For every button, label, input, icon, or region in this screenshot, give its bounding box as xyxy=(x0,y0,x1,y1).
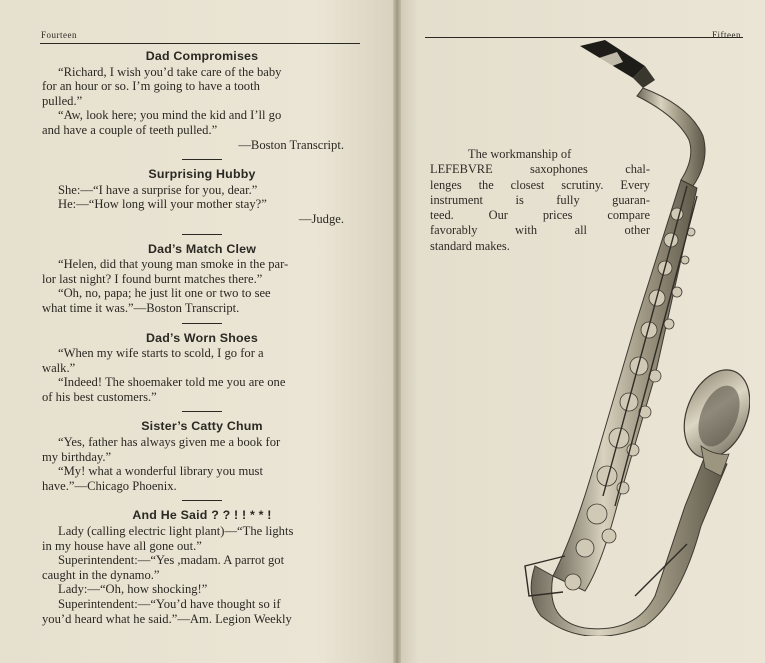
joke-attribution: —Boston Transcript. xyxy=(238,137,344,152)
caption-line: instrument is fully guaran- xyxy=(430,192,650,207)
joke-line: Superintendent:—“You’d have thought so if xyxy=(58,597,281,611)
section-divider xyxy=(182,159,222,160)
joke-line: lor last night? I found burnt matches there.” xyxy=(42,271,263,286)
joke-block xyxy=(42,331,362,405)
joke-line: “My! what a wonderful library you must xyxy=(58,464,263,479)
joke-line: caught in the dynamo.” xyxy=(42,567,160,582)
joke-block xyxy=(42,167,362,226)
joke-column xyxy=(42,49,362,626)
caption-line: LEFEBVRE saxophones chal- xyxy=(430,162,650,177)
joke-block xyxy=(42,508,362,626)
header-rule-left xyxy=(40,43,360,44)
joke-line: “Aw, look here; you mind the kid and I’ll go xyxy=(58,108,282,123)
joke-line: my birthday.” xyxy=(42,449,112,464)
joke-line: and have a couple of teeth pulled.” xyxy=(42,122,218,137)
joke-line: “Indeed! The shoemaker told me you are one xyxy=(58,375,286,390)
joke-line: Lady:—“Oh, how shocking!” xyxy=(58,582,208,597)
joke-line: pulled.” xyxy=(42,93,83,108)
joke-line: “Helen, did that young man smoke in the par- xyxy=(58,257,289,272)
joke-line: “When my wife starts to scold, I go for a xyxy=(58,346,264,361)
joke-line: He:—“How long will your mother stay?” xyxy=(58,197,267,212)
running-head-left: Fourteen xyxy=(41,30,77,40)
running-head-right: Fifteen xyxy=(712,30,741,40)
joke-title: Dad’s Worn Shoes xyxy=(146,330,258,345)
caption-line: lenges the closest scrutiny. Every xyxy=(430,177,650,192)
saxophone-neck xyxy=(637,88,705,186)
caption-line: teed. Our prices compare xyxy=(430,208,650,223)
joke-line: Superintendent:—“Yes ,madam. A parrot got xyxy=(58,553,285,568)
joke-line: “Richard, I wish you’d take care of the baby xyxy=(58,64,282,79)
book-gutter xyxy=(393,0,401,663)
mouthpiece xyxy=(580,40,655,88)
caption-line: favorably with all other xyxy=(430,223,650,238)
joke-title: And He Said ? ? ! ! * * ! xyxy=(132,508,272,523)
joke-line: walk.” xyxy=(42,360,76,375)
joke-line: in my house have all gone out.” xyxy=(42,538,202,553)
joke-title: Surprising Hubby xyxy=(148,167,256,182)
saxophone-bow xyxy=(531,456,727,636)
section-divider xyxy=(182,411,222,412)
saxophone-illustration xyxy=(505,36,750,636)
section-divider xyxy=(182,500,222,501)
joke-line: Lady (calling electric light plant)—“The lights xyxy=(58,524,294,539)
joke-line: what time it was.”—Boston Transcript. xyxy=(42,300,240,315)
joke-block xyxy=(42,49,362,152)
caption-line: standard makes. xyxy=(430,238,510,253)
joke-title: Dad Compromises xyxy=(145,49,259,63)
joke-block xyxy=(42,419,362,493)
joke-line: of his best customers.” xyxy=(42,389,157,404)
joke-line: have.”—Chicago Phoenix. xyxy=(42,478,177,493)
joke-attribution: —Judge. xyxy=(298,211,344,226)
joke-line: She:—“I have a surprise for you, dear.” xyxy=(58,182,258,197)
joke-line: you’d heard what he said.”—Am. Legion Weekly xyxy=(42,611,292,626)
joke-title: Sister’s Catty Chum xyxy=(141,419,263,434)
caption-line: The workmanship of xyxy=(468,147,572,161)
section-divider xyxy=(182,323,222,324)
joke-block xyxy=(42,242,362,316)
section-divider xyxy=(182,234,222,235)
joke-line: for an hour or so. I’m going to have a tooth xyxy=(42,79,260,94)
joke-line: “Yes, father has always given me a book for xyxy=(58,435,281,450)
joke-line: “Oh, no, papa; he just lit one or two to see xyxy=(58,286,271,301)
joke-title: Dad’s Match Clew xyxy=(147,241,257,256)
